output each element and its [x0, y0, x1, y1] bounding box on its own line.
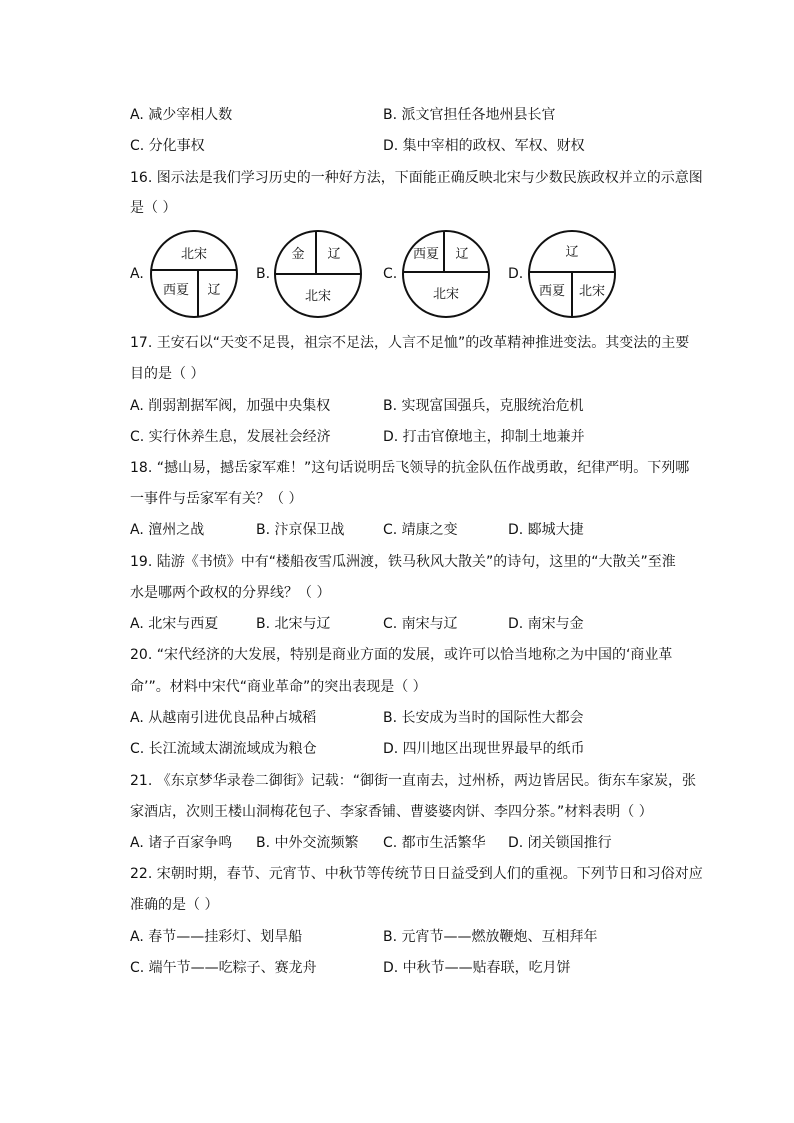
q16-d-bottom-right-label: 北宋: [578, 284, 606, 299]
q16-a-bottom-right-label: 辽: [207, 283, 221, 298]
q18-option-c: C. 靖康之变: [383, 522, 458, 538]
q21-option-a: A. 诸子百家争鸣: [130, 835, 233, 851]
q16-diagram-a-letter: A.: [130, 266, 144, 282]
q16-stem-line2: 是（ ）: [130, 200, 177, 216]
q17-stem-line2: 目的是（ ）: [130, 366, 205, 382]
q19-option-a: A. 北宋与西夏: [130, 616, 219, 632]
q21-option-b: B. 中外交流频繁: [256, 835, 359, 851]
q16-diagram-b-letter: B.: [256, 266, 271, 282]
q16-b-top-left-label: 金: [291, 247, 305, 262]
q16-a-top-label: 北宋: [180, 247, 208, 262]
q17-option-d: D. 打击官僚地主，抑制土地兼并: [383, 429, 585, 445]
q20-option-c: C. 长江流域太湖流域成为粮仓: [130, 741, 317, 757]
q19-option-d: D. 南宋与金: [508, 616, 584, 632]
q21-option-c: C. 都市生活繁华: [383, 835, 486, 851]
q21-option-d: D. 闭关锁国推行: [508, 835, 612, 851]
q15-option-a: A. 减少宰相人数: [130, 107, 233, 123]
q18-stem-line2: 一事件与岳家军有关？（ ）: [130, 491, 303, 507]
q16-c-top-left-label: 西夏: [412, 247, 440, 262]
q16-b-bottom-label: 北宋: [304, 289, 332, 304]
q18-stem-line1: 18. “撼山易，撼岳家军难！”这句话说明岳飞领导的抗金队伍作战勇敢，纪律严明。下列哪: [130, 460, 690, 476]
q17-stem-line1: 17. 王安石以“天变不足畏，祖宗不足法，人言不足恤”的改革精神推进变法。其变法的主要: [130, 335, 690, 351]
q15-option-b: B. 派文官担任各地州县长官: [383, 107, 556, 123]
q16-d-bottom-left-label: 西夏: [538, 284, 566, 299]
q16-diagram-b: [272, 226, 364, 322]
q22-stem-line1: 22. 宋朝时期，春节、元宵节、中秋节等传统节日日益受到人们的重视。下列节日和习俗对应: [130, 866, 703, 882]
q16-b-top-right-label: 辽: [327, 247, 341, 262]
q17-option-a: A. 削弱割据军阀，加强中央集权: [130, 398, 331, 414]
q20-option-d: D. 四川地区出现世界最早的纸币: [383, 741, 585, 757]
q18-option-d: D. 郾城大捷: [508, 522, 584, 538]
q16-diagram-d: [526, 226, 618, 322]
q16-diagram-c-letter: C.: [383, 266, 398, 282]
q20-stem-line1: 20. “宋代经济的大发展，特别是商业方面的发展，或许可以恰当地称之为中国的‘商业革: [130, 647, 673, 663]
q20-option-b: B. 长安成为当时的国际性大都会: [383, 710, 584, 726]
q22-option-a: A. 春节——挂彩灯、划旱船: [130, 929, 303, 945]
q15-option-d: D. 集中宰相的政权、军权、财权: [383, 138, 585, 154]
q16-d-top-label: 辽: [565, 245, 579, 260]
q22-option-b: B. 元宵节——燃放鞭炮、互相拜年: [383, 929, 598, 945]
q21-stem-line2: 家酒店，次则王楼山洞梅花包子、李家香铺、曹婆婆肉饼、李四分茶。”材料表明（ ）: [130, 804, 653, 820]
q22-option-c: C. 端午节——吃粽子、赛龙舟: [130, 960, 317, 976]
q17-option-b: B. 实现富国强兵，克服统治危机: [383, 398, 584, 414]
q16-diagram-a: [148, 226, 240, 322]
q16-c-top-right-label: 辽: [455, 247, 469, 262]
q19-option-c: C. 南宋与辽: [383, 616, 458, 632]
q19-stem-line2: 水是哪两个政权的分界线？（ ）: [130, 585, 331, 601]
q21-stem-line1: 21. 《东京梦华录卷二御街》记载：“御街一直南去，过州桥，两边皆居民。街东车家炭，张: [130, 773, 696, 789]
q16-diagram-d-letter: D.: [508, 266, 524, 282]
q16-a-bottom-left-label: 西夏: [162, 283, 190, 298]
q15-option-c: C. 分化事权: [130, 138, 205, 154]
q20-option-a: A. 从越南引进优良品种占城稻: [130, 710, 317, 726]
q22-option-d: D. 中秋节——贴春联，吃月饼: [383, 960, 571, 976]
q19-option-b: B. 北宋与辽: [256, 616, 331, 632]
q16-diagram-c: [400, 226, 492, 322]
q16-stem-line1: 16. 图示法是我们学习历史的一种好方法，下面能正确反映北宋与少数民族政权并立的示意图: [130, 170, 703, 186]
q19-stem-line1: 19. 陆游《书愤》中有“楼船夜雪瓜洲渡，铁马秋风大散关”的诗句，这里的“大散关”至淮: [130, 554, 676, 570]
q16-c-bottom-label: 北宋: [432, 287, 460, 302]
q17-option-c: C. 实行休养生息，发展社会经济: [130, 429, 331, 445]
q18-option-a: A. 澶州之战: [130, 522, 205, 538]
q18-option-b: B. 汴京保卫战: [256, 522, 345, 538]
q20-stem-line2: 命’”。材料中宋代“商业革命”的突出表现是（ ）: [130, 679, 427, 695]
q22-stem-line2: 准确的是（ ）: [130, 897, 219, 913]
